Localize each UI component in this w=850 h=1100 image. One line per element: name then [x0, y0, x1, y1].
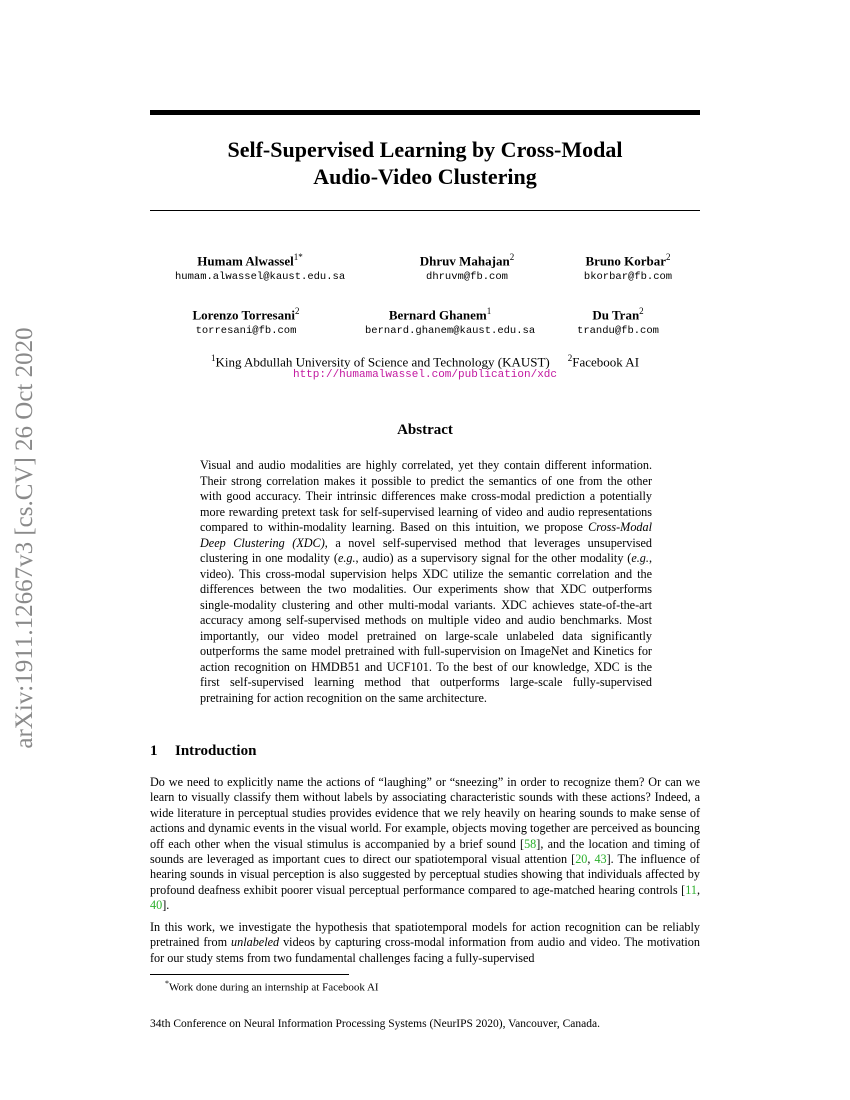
citation-link[interactable]: 40	[150, 898, 163, 913]
author-block	[175, 249, 346, 285]
title-line-1: Self-Supervised Learning by Cross-Modal	[227, 137, 623, 162]
title-bottom-rule	[150, 210, 700, 211]
method-name: Cross-Modal Deep Clustering (XDC)	[200, 520, 652, 550]
title-line-2: Audio-Video Clustering	[313, 164, 537, 189]
author-affil-mark: 1*	[293, 252, 303, 262]
footnote-mark: *	[165, 979, 169, 988]
author-block	[543, 303, 693, 339]
citation-link[interactable]: 58	[524, 836, 537, 851]
author-affil-mark: 2	[666, 252, 671, 262]
author-name: Lorenzo Torresani	[192, 307, 295, 323]
paper-title	[150, 136, 700, 190]
intro-paragraph-2: In this work, we investigate the hypothesis that spatiotemporal models for action recognition can be reliably pretrained from unlabeled videos by capturing cross-modal information from audio and video. The motivation for our study stems from two fundamental challenges facing a fully-supervised	[150, 920, 700, 965]
author-email: bernard.ghanem@kaust.edu.sa	[365, 325, 536, 338]
footnote-rule	[150, 974, 349, 975]
author-affil-mark: 2	[294, 306, 300, 316]
author-affil-mark: 2	[639, 306, 644, 316]
section-heading	[150, 743, 256, 760]
title-top-rule	[150, 110, 700, 115]
author-email: humam.alwassel@kaust.edu.sa	[175, 271, 346, 284]
author-name: Bernard Ghanem	[388, 307, 487, 323]
author-name: Humam Alwassel	[197, 253, 294, 269]
author-email: torresani@fb.com	[195, 325, 297, 338]
affiliation-text: King Abdullah University of Science and Technology (KAUST)	[215, 354, 550, 370]
section-title-text: Introduction	[175, 743, 257, 759]
author-block	[171, 303, 321, 339]
affiliation-text: Facebook AI	[572, 354, 640, 370]
citation-link[interactable]: 20	[575, 852, 588, 867]
author-block	[392, 249, 542, 285]
author-email: dhruvm@fb.com	[426, 271, 508, 284]
footnote	[165, 977, 379, 995]
abstract-body: Visual and audio modalities are highly correlated, yet they contain different information. Their strong correlation makes it possible to predict the semantics of one from the other with good accuracy. Their intrinsic differences make cross-modal prediction a potentially more rewarding pretext task for self-supervised learning of video and audio representations compared to within-modality learning. Based on this intuition, we propose Cross-Modal Deep Clustering (XDC), a novel self-supervised method that leverages unsupervised clustering in one modality (e.g., audio) as a supervisory signal for the other modality (e.g., video). This cross-modal supervision helps XDC utilize the semantic correlation and the differences between the two modalities. Our experiments show that XDC outperforms single-modality clustering and other multi-modal variants. XDC achieves state-of-the-art accuracy among self-supervised methods on multiple video and audio benchmarks. Most importantly, our video model pretrained on large-scale unlabeled data significantly outperforms the same model pretrained with full-supervision on ImageNet and Kinetics for action recognition on HMDB51 and UCF101. To the best of our knowledge, XDC is the first self-supervised learning method that outperforms large-scale fully-supervised pretraining for action recognition on the same architecture.	[200, 458, 652, 705]
author-name: Dhruv Mahajan	[419, 253, 510, 269]
author-affil-mark: 2	[509, 252, 515, 262]
author-affil-mark: 1	[486, 306, 492, 316]
footnote-text: Work done during an internship at Facebook AI	[169, 981, 379, 994]
project-url-link[interactable]: http://humamalwassel.com/publication/xdc	[292, 369, 558, 381]
author-email: bkorbar@fb.com	[583, 271, 673, 284]
conference-line: 34th Conference on Neural Information Processing Systems (NeurIPS 2020), Vancouver, Canada.	[150, 1018, 600, 1030]
citation-link[interactable]: 43	[594, 852, 607, 867]
section-number: 1	[150, 743, 158, 759]
author-block	[365, 303, 536, 339]
author-name: Bruno Korbar	[585, 253, 667, 269]
affiliation-mark: 1	[210, 353, 216, 363]
arxiv-id-text: arXiv:1911.12667v3 [cs.CV] 26 Oct 2020	[11, 327, 38, 749]
intro-paragraph-1: Do we need to explicitly name the actions of “laughing” or “sneezing” in order to recognize them? Or can we learn to visually classify them without labels by associating characteristic sounds with these actions? Indeed, a wide literature in perceptual studies provides evidence that we rely heavily on hearing sounds to make sense of actions and dynamic events in the visual world. For example, objects moving together are perceived as bouncing off each other when the visual stimulus is accompanied by a brief sound [58], and the location and timing of sounds are leveraged as important cues to direct our spatiotemporal visual attention [20, 43]. The influence of hearing sounds in visual perception is also suggested by perceptual studies showing that individuals affected by profound deafness exhibit poorer visual perceptual performance compared to age-matched hearing controls [11, 40].	[150, 775, 700, 913]
citation-link[interactable]: 11	[685, 882, 697, 897]
author-block	[553, 249, 703, 285]
author-name: Du Tran	[592, 307, 640, 323]
affiliation-mark: 2	[567, 353, 573, 363]
abstract-heading: Abstract	[397, 422, 453, 438]
author-email: trandu@fb.com	[577, 325, 659, 338]
